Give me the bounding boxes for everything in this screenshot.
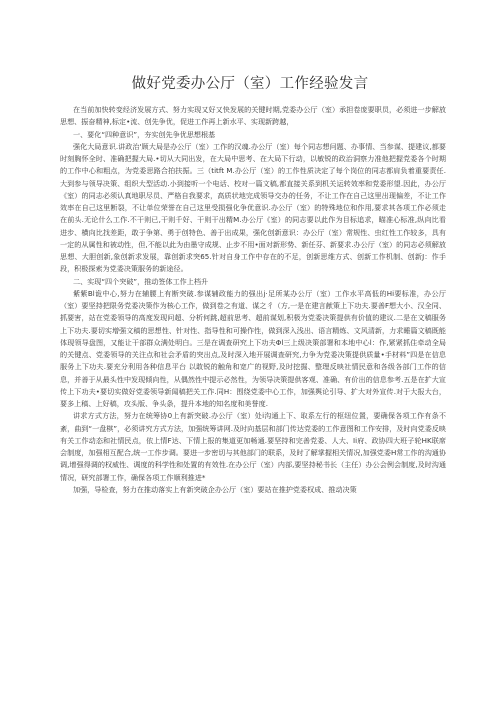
paragraph-section-1: 强化大局意识.讲政治'顾大局是办公厅（室）工作的汉魂.办公厅（室）每个同志想问题、办事情、当参谋、提建议,都要时刻胸怀全时、准确把握大局.•切从大同出发，在大局中思考、在大局下行动，以敏锐的政治洞察力准他把握党委各个时期的工作中心和粗点，为党委思路合拍扶振。三（titft M.办公厅（室）的工作性质决定了每个岗位的同志都肩负着重要责任.大到参与领导决策、组织大型活动.小到接听一个电话、校对一篇文稿,都直接关系到机关运转效率和党委形望.因此，办公厅《室）的同志必须认真地职尽员、严格自我要求，高质状地完成领导交办的任务，不让工作在自己这里出现偏差，不让工作效率在自己这里断裂，不让单位荣誉在自己这里受损强化争优意识.办公厅（室）的特殊地位和作用,要求其各项工作必须走在前头.无论什么工作.不干则已,干则千好、干则干出精M.办公厅《室）的同志要以此作为目标追求，瞄准心标准,纵向比看进步、横向比找差距，敢于争第、勇于创特色、善于出成果，强化创新意识：办公厅（室）常规性、虫红性工作较多，具有一定的从属性和被动性，但,不能以此为由墨守成规、止步不用•面对新形势、新任芬、新要求.办公厅（室）的同志必须解放思想、大胆创新,象创新求发展，靠创新求突65.针对自身工作中存在的不足，创新思维方式、创新工作机制、创新J：作手段，积极探索为党委决策服务的新途径。 xyxy=(60,141,446,274)
section-heading-2: 二、实现“四个突破”，推动签体工作上档升 xyxy=(73,276,209,286)
paragraph-section-2c: 加强，导检查，努力在推动落实上有新突破企办公厅（室）要站在推护党委权成、推动决策 xyxy=(73,484,357,494)
paragraph-section-2b: 讲求方式方法，努力在统筹协0上有新突破.办公厅（室）处i沟通上下、取系左行的枢纽位置，要确保各项工作有条不紊，曲到“一盘棋”，必须讲究方式方法，加强统筹讲网.及时向基层和部门传达党委的工作意图和工作安排，及时向党委反映有关工作动态和社情民点，依上情F达、下情上报的集道更加畅通.要坚持和完善党委、人大、Ii府、政协四大班子轮HK联席会制度，加强相互配合,统一工作步调。要进一步密切与其他部门的联系，及时了解掌握相关情况,加强党委H常工作的沟通协调,增强得调的权威性、调度的科学性和处置的有效性.在办公厅（室）内部,要坚持秘书长（主任）办公会例会制度,及时沟通情况，研究部署工作，确保各项工作顺利推进* xyxy=(60,411,446,482)
document-body xyxy=(60,104,446,496)
section-heading-1: 一、要化“四种意识”，夯实创先争优思想根基 xyxy=(73,129,216,139)
document-title: 做好党委办公厅（室）工作经验发言 xyxy=(131,76,369,92)
paragraph-intro: 在当前加快转变经济发展方式、努力实现又好又快发展的关键时期,党委办公厅（室）承担卷庞要职员，必须进一步解放思想、振奋精神,标定•流、创先争优，促进工作再上新水平、实现新跨越， xyxy=(60,105,446,127)
paragraph-section-2a: 紫紫Bl诡中心,努力在辅腰上有断突破.参谋辅政能力的强出j·足所某办公厅（室）工作水平高低的Hi要标准，办公厅（室）要坚持把限务党委决策作为核心工作，做到卷之有道、谋之彳（方,一是在建言献策上下功夫.要善F想大小、汉全同、抓要害，站在党委领导的高度发现问超、分析何跳,超前思考、超前谋划,积极为党委决策提供有价值的建议.二是在文稿服务上下功夫.要切实增强文稿的思想性、针对性、指导性和可操作性，做到深入浅出、语言精炼、文风清新，力求睡篇文稿既能体现领导盘图，又能让干部群众满处明白。三是在调查研究上下功夫Φl三上级决策部署和本地中心l：作,紧紧抓住牵动全局的关键点、党委领导的关注点和社会矛盾的突出点,及时深入地开展调查研究,力争为党委决策提供质量•手材料”四是在信息服务上下功夫.要充分利用各种信息平台 以敢锐的触角和宽广的视野,及时挖掘、整理反映社情民意和各级各部门工作的信息，并善于从最头性中发现倾向性，从偶然性中提示必然性，为领导决策提供客观、准确、有价出的信息参考.五是在扩大宣传上下功夫•要切实做好党委领导新闻稿把关工作.同H：围绕党委中心工作，加强舆论引导、扩大对外宣传.对于大报大台，要多上稿、上好稿，攻头版、争头条，提升本地的知名度和美誉度. xyxy=(60,288,446,408)
